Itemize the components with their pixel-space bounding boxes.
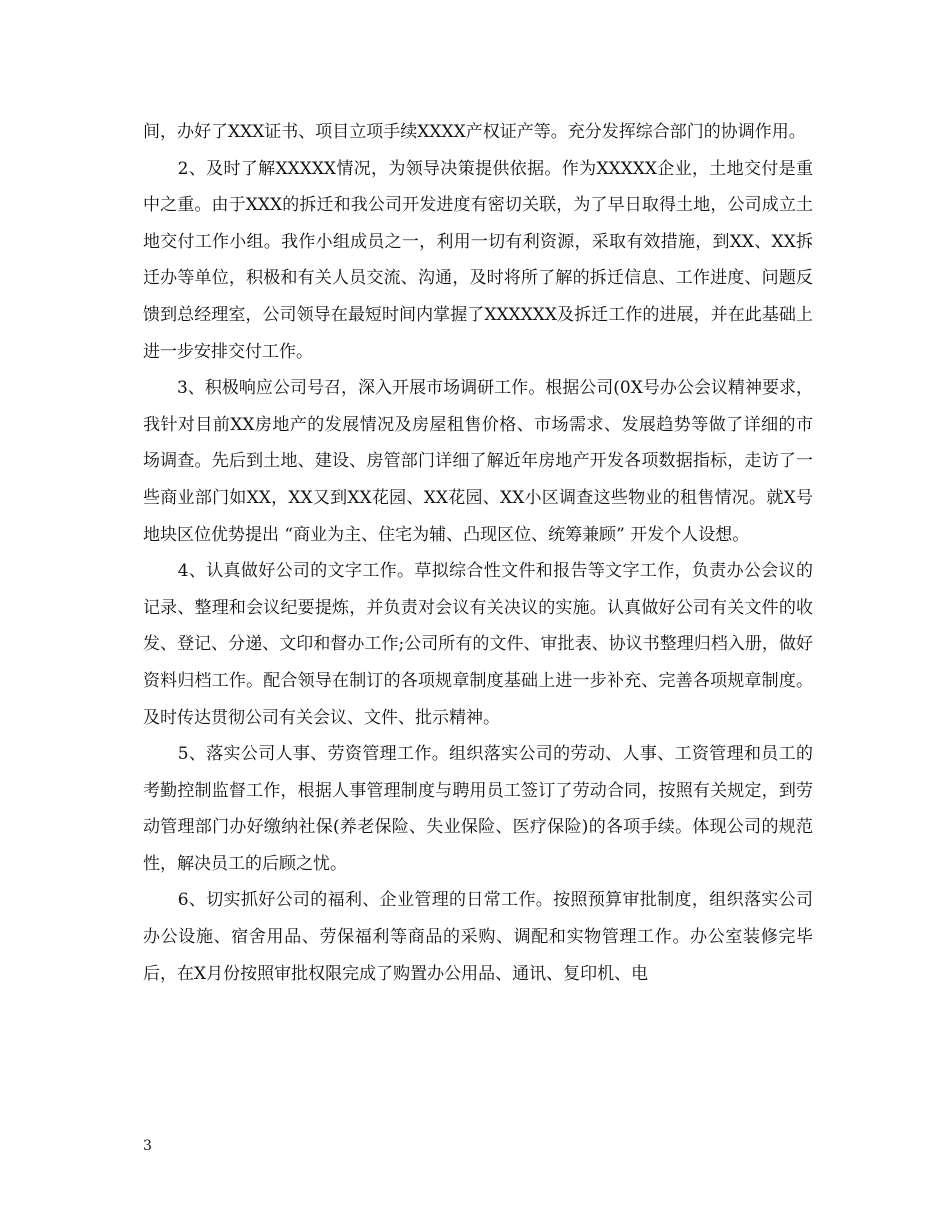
paragraph-item-3: 3、积极响应公司号召，深入开展市场调研工作。根据公司(0X号办公会议精神要求，我针对目前XX房地产的发展情况及房屋租售价格、市场需求、发展趋势等做了详细的市场调查。先后到土地、建设、房管部门详细了解近年房地产开发各项数据指标，走访了一些商业部门如XX，XX又到XX花园、XX花园、XX小区调查这些物业的租售情况。就X号地块区位优势提出 “商业为主、住宅为辅、凸现区位、统筹兼顾” 开发个人设想。 <box>143 378 813 545</box>
paragraph-item-6: 6、切实抓好公司的福利、企业管理的日常工作。按照预算审批制度，组织落实公司办公设施、宿舍用品、劳保福利等商品的采购、调配和实物管理工作。办公室装修完毕后，在X月份按照审批权限完成了购置办公用品、通讯、复印机、电 <box>143 890 813 984</box>
paragraph-item-4: 4、认真做好公司的文字工作。草拟综合性文件和报告等文字工作，负责办公会议的记录、整理和会议纪要提炼，并负责对会议有关决议的实施。认真做好公司有关文件的收发、登记、分递、文印和督办工作;公司所有的文件、审批表、协议书整理归档入册，做好资料归档工作。配合领导在制订的各项规章制度基础上进一步补充、完善各项规章制度。及时传达贯彻公司有关会议、文件、批示精神。 <box>143 561 813 728</box>
page-number: 3 <box>143 1138 152 1154</box>
paragraph-item-5: 5、落实公司人事、劳资管理工作。组织落实公司的劳动、人事、工资管理和员工的考勤控制监督工作，根据人事管理制度与聘用员工签订了劳动合同，按照有关规定，到劳动管理部门办好缴纳社保(养老保险、失业保险、医疗保险)的各项手续。体现公司的规范性，解决员工的后顾之忧。 <box>143 744 813 874</box>
paragraph-continuation: 间，办好了XXX证书、项目立项手续XXXX产权证产等。充分发挥综合部门的协调作用。 <box>143 122 806 142</box>
paragraph-item-2: 2、及时了解XXXXX情况，为领导决策提供依据。作为XXXXX企业，土地交付是重中之重。由于XXX的拆迁和我公司开发进度有密切关联，为了早日取得土地，公司成立土地交付工作小组。我作小组成员之一，利用一切有利资源，采取有效措施，到XX、XX拆迁办等单位，积极和有关人员交流、沟通，及时将所了解的拆迁信息、工作进度、问题反馈到总经理室，公司领导在最短时间内掌握了XXXXXX及拆迁工作的进展，并在此基础上进一步安排交付工作。 <box>143 158 813 362</box>
document-body <box>143 114 813 992</box>
